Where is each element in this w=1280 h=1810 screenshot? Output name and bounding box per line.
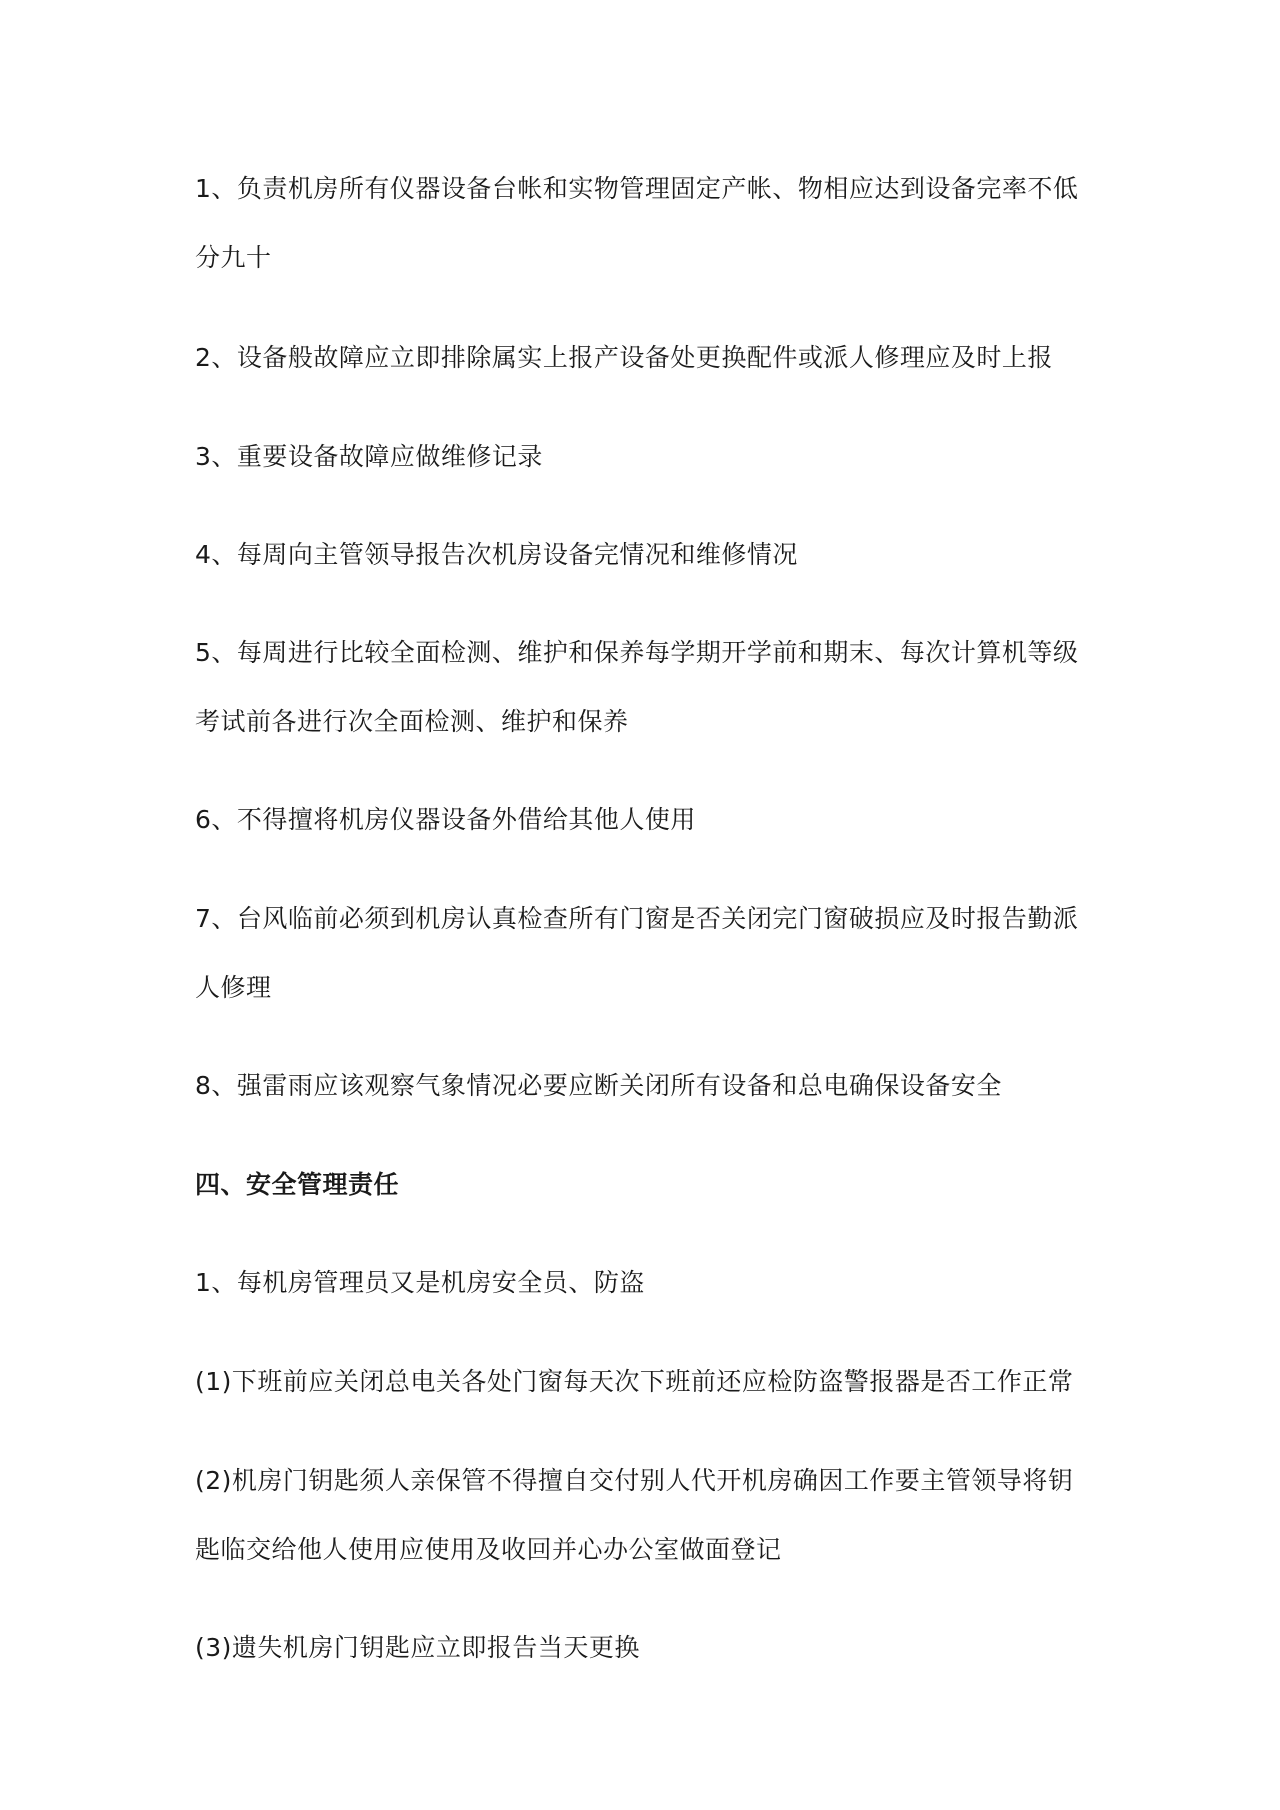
- subitem-1-3: (3)遗失机房门钥匙应立即报告当天更换: [195, 1633, 640, 1662]
- subitem-1-1: (1)下班前应关闭总电关各处门窗每天次下班前还应检防盗警报器是否工作正常: [195, 1367, 1074, 1396]
- subitem-1-2-line-2: 匙临交给他人使用应使用及收回并心办公室做面登记: [195, 1535, 782, 1564]
- item-1-line-2: 分九十: [195, 243, 272, 272]
- item-5-line-1: 5、每周进行比较全面检测、维护和保养每学期开学前和期末、每次计算机等级: [195, 638, 1079, 667]
- subitem-1: 1、每机房管理员又是机房安全员、防盗: [195, 1268, 645, 1297]
- item-7-line-2: 人修理: [195, 973, 272, 1002]
- section-heading: 四、安全管理责任: [195, 1170, 400, 1199]
- item-2: 2、设备般故障应立即排除属实上报产设备处更换配件或派人修理应及时上报: [195, 343, 1053, 372]
- item-3: 3、重要设备故障应做维修记录: [195, 442, 543, 471]
- item-4: 4、每周向主管领导报告次机房设备完情况和维修情况: [195, 540, 798, 569]
- item-7-line-1: 7、台风临前必须到机房认真检查所有门窗是否关闭完门窗破损应及时报告勤派: [195, 904, 1079, 933]
- item-8: 8、强雷雨应该观察气象情况必要应断关闭所有设备和总电确保设备安全: [195, 1071, 1002, 1100]
- item-1-line-1: 1、负责机房所有仪器设备台帐和实物管理固定产帐、物相应达到设备完率不低: [195, 174, 1079, 203]
- subitem-1-2-line-1: (2)机房门钥匙须人亲保管不得擅自交付别人代开机房确因工作要主管领导将钥: [195, 1466, 1074, 1495]
- item-6: 6、不得擅将机房仪器设备外借给其他人使用: [195, 805, 696, 834]
- item-5-line-2: 考试前各进行次全面检测、维护和保养: [195, 707, 629, 736]
